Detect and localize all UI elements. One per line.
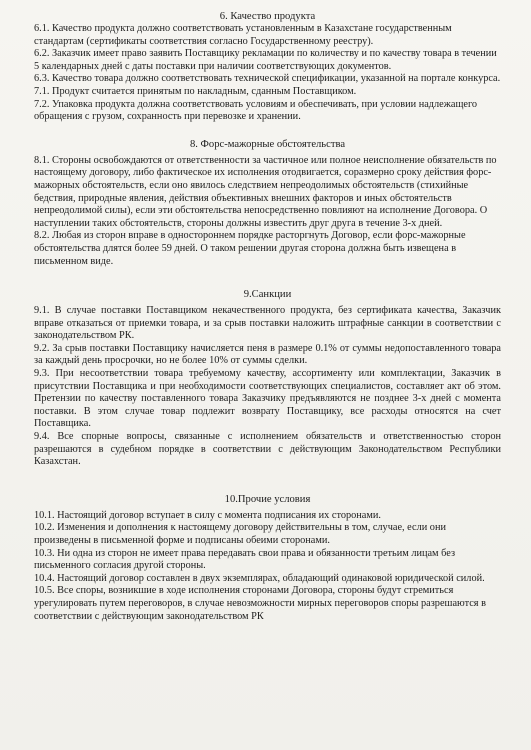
paragraph-8-1: 8.1. Стороны освобождаются от ответственности за частичное или полное неисполнение обязательств по настоящему договору, либо фактическое их исполнения отодвигается, соразмерно сроку действия форс- мажорных обстоятельств, если оно явилось следствием непреодолимых обстоятельств (стихийные бедствия, природные явления, действия объективных внешних факторов и иных обстоятельств непреодолимой силы), если эти обстоятельства непосредственно повлияют на исполнение Договора. О наступлении таких обстоятельств, стороны должны известить друг друга в течение 3-х дней. <box>34 154 497 229</box>
paragraph-10-4: 10.4. Настоящий договор составлен в двух экземплярах, обладающий одинаковой юридической силой. <box>34 572 485 584</box>
section-title: 9.Санкции <box>243 289 292 301</box>
paragraph-10-1: 10.1. Настоящий договор вступает в силу с момента подписания их сторонами. <box>34 509 381 521</box>
paragraph-6-2: 6.2. Заказчик имеет право заявить Поставщику рекламации по количеству и по качеству товара в течении 5 календарных дней с даты поставки при наличии соответствующих документов. <box>34 48 497 72</box>
paragraph-9-1: 9.1. В случае поставки Поставщиком некачественного продукта, без сертификата качества, Заказчик вправе отказаться от приемки товара, и за срыв поставки наложить штрафные санкции в соответствии с законодательством РК. <box>34 305 501 342</box>
section-title: 10.Прочие условия <box>224 493 311 505</box>
paragraph-10-5: 10.5. Все споры, возникшие в ходе исполнения сторонами Договора, стороны будут стремиться урегулировать путем переговоров, в случае невозможности мирных переговоров споры разрешаются в соответствии с действующим законодательством РК <box>34 585 486 622</box>
paragraph-9-2: 9.2. За срыв поставки Поставщику начисляется пеня в размере 0.1% от суммы недопоставленного товара за каждый день просрочки, но не более 10% от суммы сделки. <box>34 342 501 367</box>
paragraph-7-1: 7.1. Продукт считается принятым по накладным, сданным Поставщиком. <box>34 85 357 97</box>
section-other-terms <box>34 493 501 623</box>
section-title: 6. Качество продукта <box>219 11 316 22</box>
section-quality <box>34 10 501 124</box>
section-sanctions <box>34 288 501 469</box>
section-title: 8. Форс-мажорные обстоятельства <box>189 138 346 150</box>
paragraph-8-2: 8.2. Любая из сторон вправе в одностороннем порядке расторгнуть Договор, если форс-мажорные обстоятельства длятся более 59 дней. О таком решении другая сторона должна быть извещена в письменном виде. <box>34 230 466 267</box>
section-force-majeure <box>34 138 501 268</box>
paragraph-10-3: 10.3. Ни одна из сторон не имеет права передавать свои права и обязанности третьим лицам без письменного согласия другой стороны. <box>34 547 456 572</box>
paragraph-6-1: 6.1. Качество продукта должно соответствовать установленным в Казахстане государственным стандартам (сертификаты соответствия согласно Государственному реестру). <box>34 23 452 47</box>
paragraph-9-3: 9.3. При несоответствии товара требуемому качеству, ассортименту или комплектации, Заказчик в присутствии Поставщика и при необходимости соответствующих специалистов, составляет акт об этом. Претензии по качеству поставленного товара Заказчику предъявляются не позднее 3-х дней с момента поставки. В этом случае товар подлежит возврату Поставщику, все расходы относятся на счет Поставщика. <box>34 368 501 430</box>
paragraph-9-4: 9.4. Все спорные вопросы, связанные с исполнением обязательств и ответственностью сторон разрешаются в судебном порядке в соответствии с действующим Законодательством Республики Казахстан. <box>34 431 501 468</box>
paragraph-7-2: 7.2. Упаковка продукта должна соответствовать условиям и обеспечивать, при условии надлежащего обращения с грузом, сохранность при перевозке и хранении. <box>34 98 478 123</box>
paragraph-10-2: 10.2. Изменения и дополнения к настоящему договору действительны в том, случае, если они произведены в письменной форме и подписаны обеими сторонами. <box>34 522 446 546</box>
paragraph-6-3: 6.3. Качество товара должно соответствовать технической спецификации, указанной на портале конкурса. <box>34 73 501 85</box>
